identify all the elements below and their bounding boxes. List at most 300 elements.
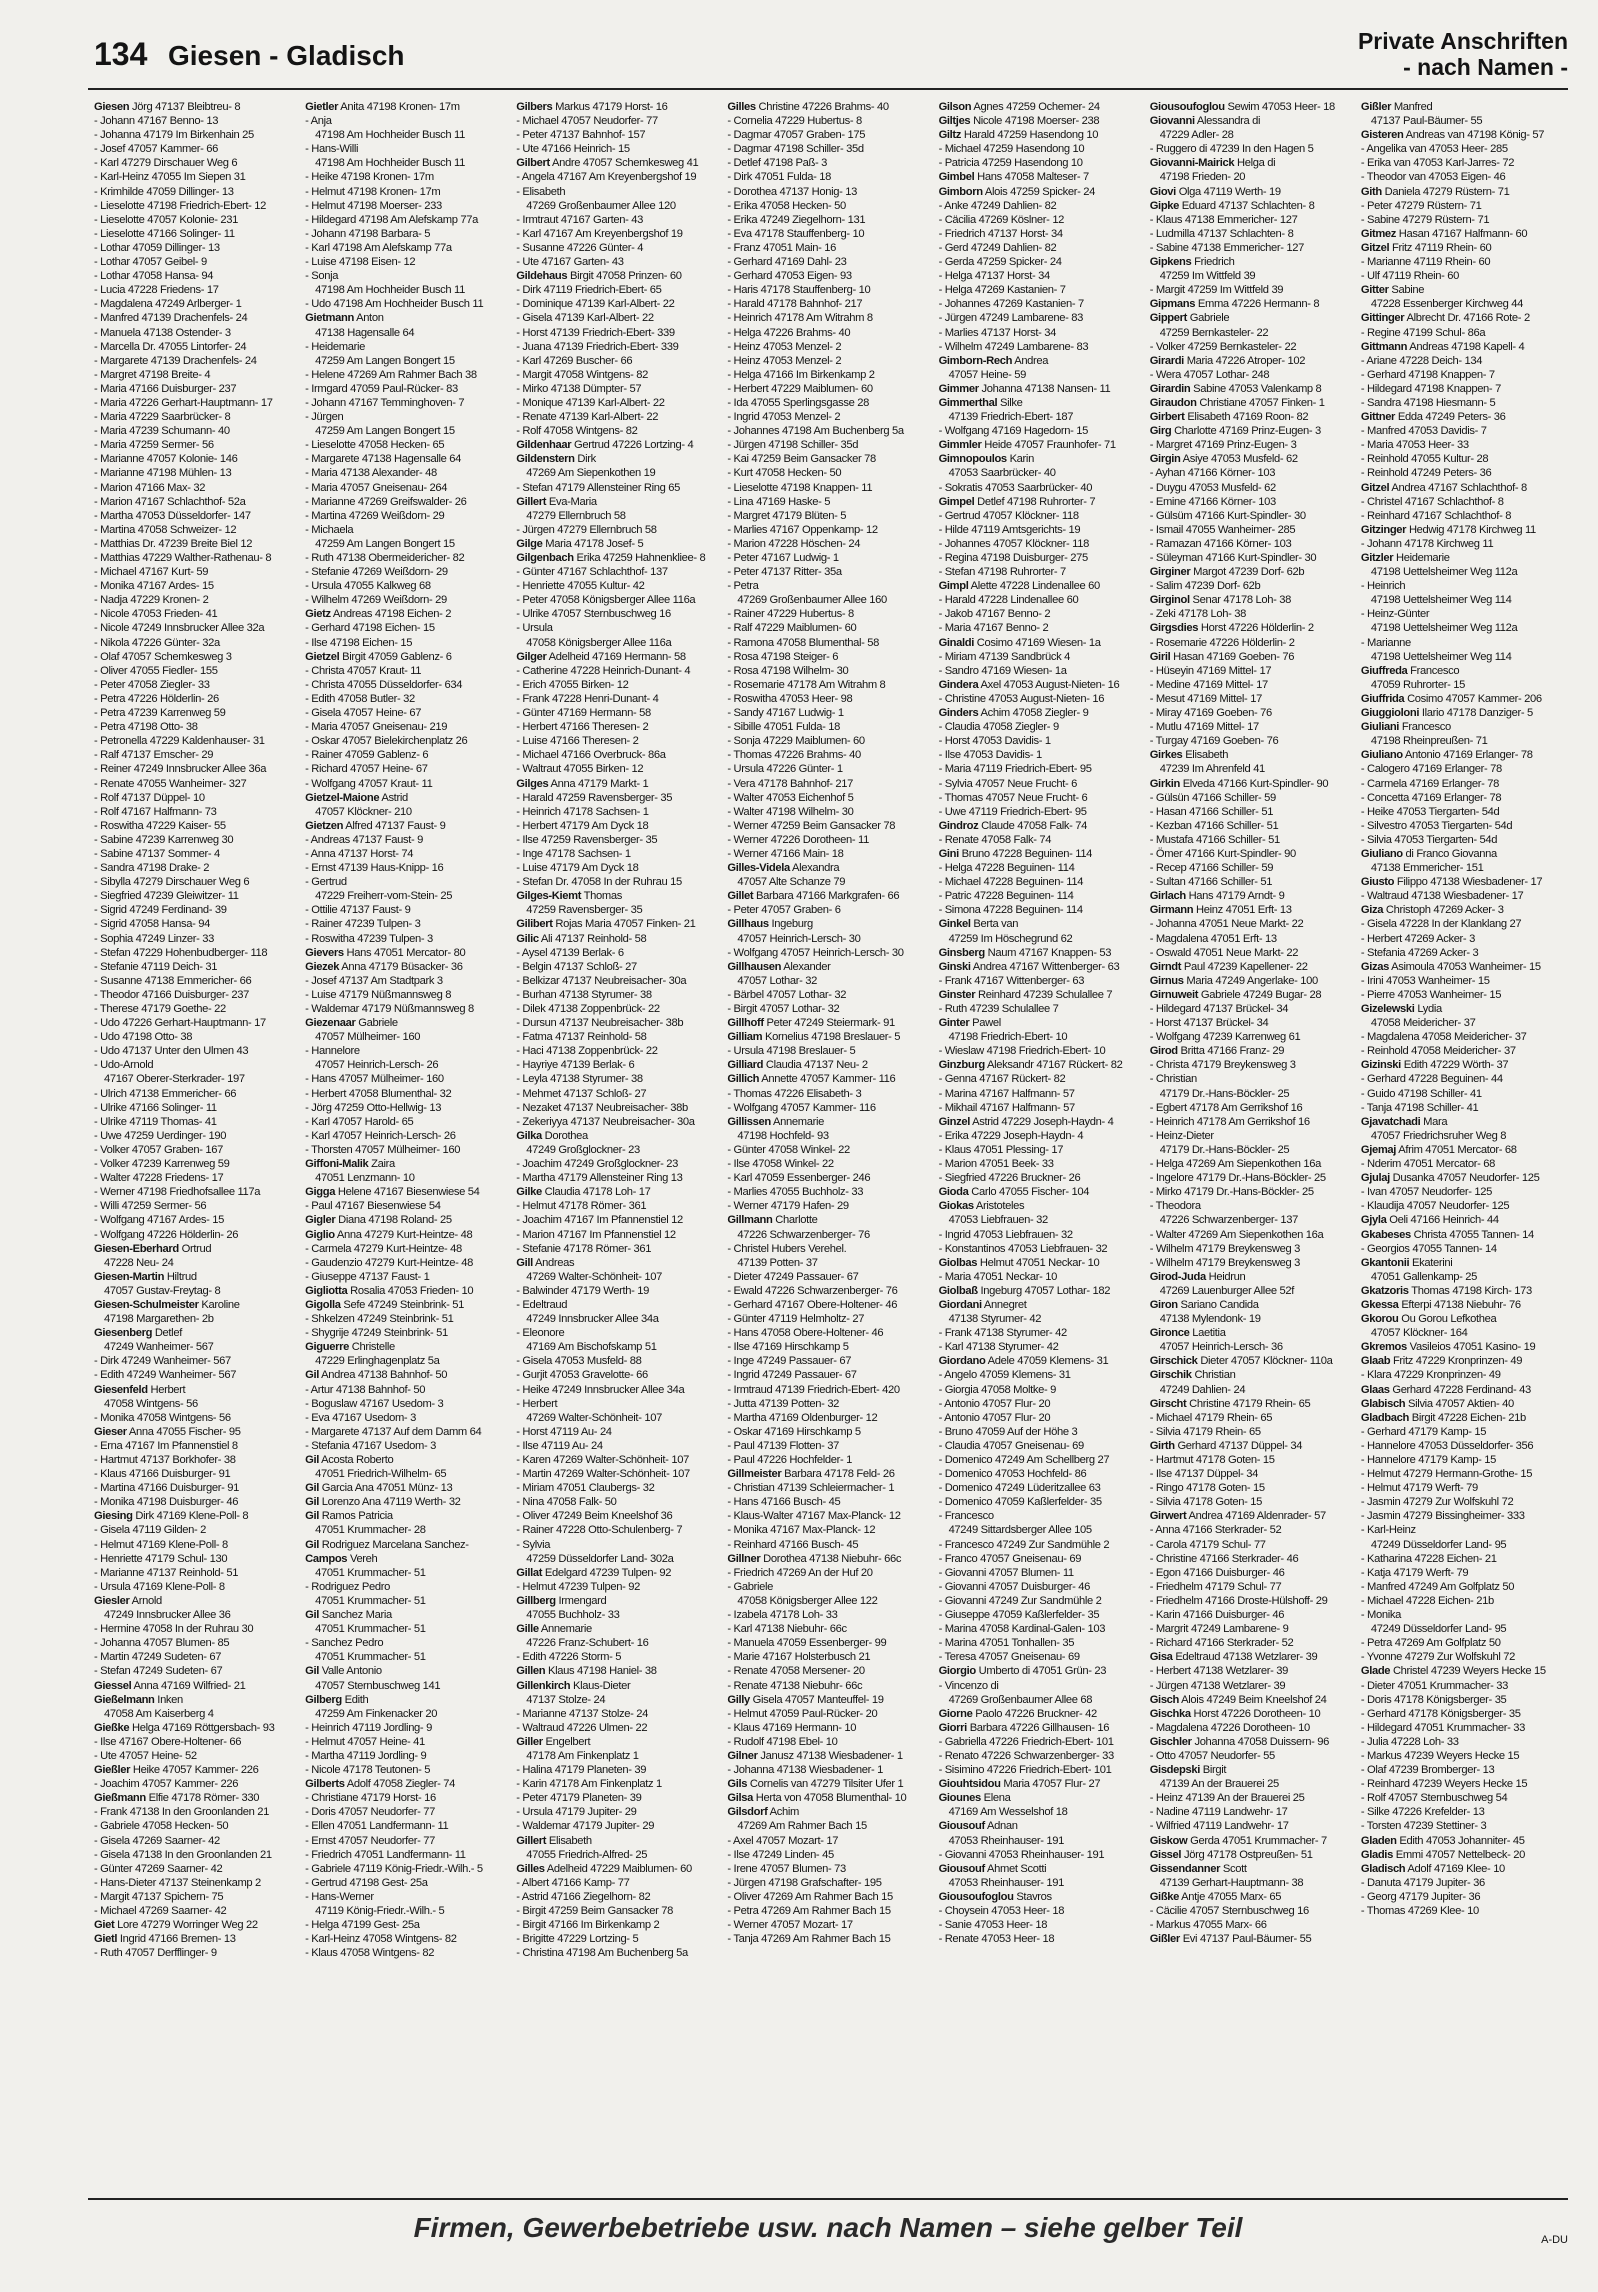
directory-entry: Gisa Edeltraud 47138 Wetzlarer- 39	[1149, 1651, 1318, 1664]
directory-entry: - Lieselotte 47166 Solinger- 11	[94, 227, 235, 240]
directory-entry: Gillert Elisabeth	[516, 1834, 592, 1847]
directory-entry: - Heinrich 47119 Jordling- 9	[305, 1721, 432, 1734]
directory-entry: 47179 Dr.-Hans-Böckler- 25	[1159, 1087, 1290, 1100]
directory-entry: - Erich 47055 Birken- 12	[516, 678, 629, 691]
directory-entry: - Ringo 47178 Goten- 15	[1149, 1482, 1265, 1495]
surname: Gillhaus	[727, 918, 769, 931]
surname: Giorri	[938, 1721, 967, 1734]
directory-entry: - Artur 47138 Bahnhof- 50	[305, 1383, 426, 1396]
directory-entry: - Hans-Dieter 47137 Steinenkamp 2	[94, 1876, 261, 1889]
surname: Ginders	[938, 707, 979, 720]
surname: Gimnopoulos	[938, 453, 1007, 466]
directory-entry: - Krimhilde 47059 Dillinger- 13	[94, 185, 234, 198]
directory-entry: - Ursula 47226 Günter- 1	[727, 763, 843, 776]
directory-entry: Gilner Janusz 47138 Wiesbadener- 1	[727, 1749, 903, 1762]
directory-entry: - Edith 47226 Storm- 5	[516, 1651, 622, 1664]
directory-entry: - Ulrike 47119 Thomas- 41	[94, 1115, 217, 1128]
directory-entry: Gitzler Heidemarie	[1360, 552, 1450, 564]
surname: Giousoufoglou	[938, 1890, 1014, 1903]
directory-entry: Gkremos Vasileios 47051 Kasino- 19	[1360, 1341, 1536, 1354]
directory-entry: - Gülsüm 47166 Kurt-Spindler- 30	[1149, 509, 1306, 522]
directory-entry: - Leyla 47138 Styrumer- 38	[516, 1073, 643, 1086]
directory-entry: 47249 Innsbrucker Allee 36	[104, 1609, 231, 1622]
directory-entry: - Michael 47228 Eichen- 21b	[1360, 1594, 1494, 1607]
directory-entry: - Choysein 47053 Heer- 18	[938, 1905, 1065, 1917]
directory-entry: - Helga 47269 Am Siepenkothen 16a	[1149, 1158, 1322, 1171]
directory-entry: Gitzel Andrea 47167 Schlachthof- 8	[1360, 481, 1527, 494]
surname: Gießler	[94, 1764, 131, 1777]
directory-entry: - Renate 47058 Mersener- 20	[727, 1665, 865, 1678]
directory-entry: - Sophia 47249 Linzer- 33	[94, 932, 214, 945]
directory-entry: - Rosa 47198 Wilhelm- 30	[727, 664, 849, 677]
directory-entry: Gietmann Anton	[305, 312, 384, 325]
directory-entry: - Walter 47228 Friedens- 17	[94, 1172, 224, 1185]
directory-entry: - Michael 47269 Saarner- 42	[94, 1905, 227, 1917]
surname: Gladisch	[1360, 1862, 1406, 1875]
directory-entry: Gizelewski Lydia	[1360, 1003, 1442, 1015]
directory-entry: - Rainer 47239 Tulpen- 3	[305, 918, 421, 931]
directory-entry: Gimmer Johanna 47138 Nansen- 11	[938, 382, 1111, 395]
surname: Giesen	[94, 101, 130, 113]
directory-entry: 47198 Am Hochheider Busch 11	[315, 157, 465, 170]
directory-entry: Giolbas Helmut 47051 Neckar- 10	[938, 1256, 1100, 1269]
directory-entry: - Miriam 47139 Sandbrück 4	[938, 650, 1070, 663]
directory-entry: - Eva 47178 Stauffenberg- 10	[727, 227, 865, 240]
directory-entry: - Gisela 47138 In den Groonlanden 21	[94, 1848, 272, 1861]
directory-entry: - Gülsün 47166 Schiller- 59	[1149, 791, 1276, 804]
directory-entry: - Reinhard 47166 Busch- 45	[727, 1538, 859, 1551]
directory-entry: Gietz Andreas 47198 Eichen- 2	[305, 608, 452, 621]
directory-entry: - Marion 47228 Höschen- 24	[727, 537, 861, 550]
directory-entry: - Günter 47119 Helmholtz- 27	[727, 1313, 865, 1326]
directory-column	[94, 100, 297, 2190]
directory-entry: - Hans 47057 Mülheimer- 160	[305, 1073, 444, 1086]
surname: Gkatzoris	[1360, 1284, 1409, 1297]
directory-entry: - Sibylla 47279 Dirschauer Weg 6	[94, 876, 250, 889]
surname: Gilliard	[727, 1059, 764, 1072]
directory-entry: - Anna 47166 Sterkrader- 52	[1149, 1524, 1282, 1537]
directory-entry: - Uwe 47119 Friedrich-Ebert- 95	[938, 805, 1087, 818]
surname: Gietl	[94, 1933, 118, 1946]
directory-entry: - Renate 47053 Heer- 18	[938, 1933, 1055, 1946]
directory-entry: 47053 Saarbrücker- 40	[948, 467, 1056, 480]
directory-entry: Girardi Maria 47226 Atroper- 102	[1149, 354, 1306, 367]
directory-entry: Gisdepski Birgit	[1149, 1764, 1227, 1777]
directory-entry: - Gerhard 47198 Knappen- 7	[1360, 368, 1495, 381]
directory-entry: - Helmut 47178 Römer- 361	[516, 1200, 647, 1213]
surname: Gindroz	[938, 819, 979, 832]
directory-entry: - Nikola 47226 Günter- 32a	[94, 636, 220, 649]
directory-entry: Gilson Agnes 47259 Ochemer- 24	[938, 101, 1100, 113]
directory-entry: - Ilse 47198 Eichen- 15	[305, 636, 413, 649]
surname: Giller	[516, 1735, 543, 1748]
directory-entry: - Stefan Dr. 47058 In der Ruhrau 15	[516, 876, 682, 889]
directory-entry: - Izabela 47178 Loh- 33	[727, 1609, 838, 1622]
directory-entry: - Ilse 47249 Linden- 45	[727, 1848, 834, 1861]
surname: Giezenaar	[305, 1017, 356, 1030]
directory-entry: - Ulrich 47138 Emmericher- 66	[94, 1087, 237, 1100]
directory-entry: - Margret 47169 Prinz-Eugen- 3	[1149, 439, 1297, 452]
directory-entry: - Anke 47249 Dahlien- 82	[938, 199, 1057, 212]
directory-entry: Gilliam Kornelius 47198 Breslauer- 5	[727, 1031, 901, 1044]
directory-entry: 47198 Rheinpreußen- 71	[1370, 735, 1488, 748]
surname: Giril	[1149, 650, 1171, 663]
surname: Giet	[94, 1919, 115, 1932]
directory-entry: - Maria 47226 Gerhart-Hauptmann- 17	[94, 396, 273, 409]
directory-entry: Giokas Aristoteles	[938, 1200, 1025, 1213]
directory-entry: - Giuseppe 47137 Faust- 1	[305, 1270, 430, 1283]
directory-entry: - Martina 47166 Duisburger- 91	[94, 1482, 239, 1495]
directory-entry: 47169 Am Bischofskamp 51	[526, 1341, 657, 1354]
directory-entry: - Tanja 47269 Am Rahmer Bach 15	[727, 1933, 891, 1946]
directory-entry: - Sylvia	[516, 1538, 551, 1551]
directory-entry: - Maria 47053 Heer- 33	[1360, 439, 1469, 452]
directory-entry: - Michaela	[305, 523, 354, 536]
directory-entry: - Giovanni 47249 Zur Sandmühle 2	[938, 1594, 1102, 1607]
directory-entry: - Monika 47058 Wintgens- 56	[94, 1411, 231, 1424]
directory-entry: - Marion 47051 Beek- 33	[938, 1158, 1054, 1171]
directory-entry: - Christa 47057 Kraut- 11	[305, 664, 422, 677]
directory-entry: Gironce Laetitia	[1149, 1327, 1226, 1340]
directory-entry: Gilsa Herta von 47058 Blumenthal- 10	[727, 1792, 907, 1805]
directory-entry: Giovanni Alessandra di	[1149, 115, 1261, 128]
surname: Gilberts	[305, 1778, 345, 1791]
directory-entry: Gigler Diana 47198 Roland- 25	[305, 1214, 452, 1227]
directory-entry: Gitter Sabine	[1360, 284, 1425, 297]
directory-entry: - Heike 47053 Tiergarten- 54d	[1360, 805, 1500, 818]
surname: Gjulaj	[1360, 1172, 1390, 1185]
directory-entry: 47259 Am Finkenacker 20	[315, 1707, 438, 1720]
directory-entry: - Astrid 47166 Ziegelhorn- 82	[516, 1890, 651, 1903]
directory-entry: - Belkizar 47137 Neubreisacher- 30a	[516, 974, 687, 987]
surname: Gießke	[94, 1721, 130, 1734]
directory-entry: - Renate 47055 Wanheimer- 327	[94, 777, 247, 790]
directory-entry: - Francesco 47249 Zur Sandmühle 2	[938, 1538, 1110, 1551]
directory-entry: - Martha 47053 Düsseldorfer- 147	[94, 509, 251, 522]
directory-entry: - Patric 47228 Beguinen- 114	[938, 890, 1074, 903]
directory-entry: - Marion 47166 Max- 32	[94, 481, 206, 494]
directory-entry: Gillat Edelgard 47239 Tulpen- 92	[516, 1566, 672, 1579]
directory-entry: - Gerd 47249 Dahlien- 82	[938, 241, 1057, 254]
directory-entry: - Friedhelm 47166 Droste-Hülshoff- 29	[1149, 1594, 1328, 1607]
directory-entry: - Giorgia 47058 Moltke- 9	[938, 1383, 1057, 1396]
directory-entry: - Stefania 47269 Acker- 3	[1360, 946, 1479, 959]
directory-entry: 47051 Gallenkamp- 25	[1370, 1270, 1478, 1283]
directory-entry: - Markus 47055 Marx- 66	[1149, 1919, 1267, 1932]
directory-entry: Gillissen Annemarie	[727, 1115, 825, 1128]
directory-entry: - Ilse 47169 Hirschkamp 5	[727, 1341, 849, 1354]
surname: Gimmler	[938, 439, 982, 452]
directory-entry: - Uwe 47259 Uerdinger- 190	[94, 1129, 227, 1142]
directory-entry: - Bruno 47059 Auf der Höhe 3	[938, 1425, 1078, 1438]
directory-entry: - Renato 47226 Schwarzenberger- 33	[938, 1749, 1114, 1762]
directory-entry: - Petra 47239 Karrenweg 59	[94, 707, 226, 720]
surname: Gigolla	[305, 1298, 341, 1311]
directory-entry: - Gisela 47139 Karl-Albert- 22	[516, 312, 654, 325]
directory-entry: - Gerda 47259 Spicker- 24	[938, 256, 1062, 269]
directory-entry: - Wilhelm 47179 Breykensweg 3	[1149, 1242, 1300, 1255]
directory-entry: - Ursula 47198 Breslauer- 5	[727, 1045, 856, 1058]
directory-entry: - Wolfgang 47239 Karrenweg 61	[1149, 1031, 1301, 1044]
directory-entry: Gillenkirch Klaus-Dieter	[516, 1679, 631, 1692]
directory-entry: - Gisela 47269 Saarner- 42	[94, 1834, 220, 1847]
directory-entry: - Stefanie 47119 Deich- 31	[94, 960, 218, 973]
directory-entry: - Jürgen 47198 Schiller- 35d	[727, 439, 859, 452]
directory-entry: Gietzel Birgit 47059 Gablenz- 6	[305, 650, 452, 663]
directory-entry: - Ida 47055 Sperlingsgasse 28	[727, 396, 870, 409]
directory-entry: - Reinhold 47055 Kultur- 28	[1360, 453, 1489, 466]
directory-entry: - Hayriye 47139 Berlak- 6	[516, 1059, 635, 1072]
directory-entry: - Fatma 47137 Reinhold- 58	[516, 1031, 647, 1044]
directory-entry: - Andreas 47137 Faust- 9	[305, 833, 423, 846]
directory-entry: - Nadja 47229 Kronen- 2	[94, 594, 209, 607]
directory-entry: - Olaf 47239 Bromberger- 13	[1360, 1764, 1495, 1777]
directory-entry: 47198 Uettelsheimer Weg 112a	[1370, 566, 1518, 579]
directory-entry: - Eleonore	[516, 1327, 565, 1340]
surname: Gkremos	[1360, 1341, 1407, 1354]
surname: Girginer	[1149, 566, 1191, 579]
directory-entry: - Antonio 47057 Flur- 20	[938, 1411, 1051, 1424]
directory-entry: - Waldemar 47179 Nüßmannsweg 8	[305, 1003, 474, 1015]
directory-entry: - Dursun 47137 Neubreisacher- 38b	[516, 1017, 684, 1030]
surname: Gillner	[727, 1552, 761, 1565]
directory-entry: - Emine 47166 Körner- 103	[1149, 495, 1276, 508]
directory-entry: - Dominique 47139 Karl-Albert- 22	[516, 298, 675, 311]
directory-entry: 47055 Friedrich-Alfred- 25	[526, 1848, 648, 1861]
directory-entry: - Burhan 47138 Styrumer- 38	[516, 988, 652, 1001]
directory-entry: - Jürgen 47279 Ellernbruch 58	[516, 523, 657, 536]
directory-entry: - Calogero 47169 Erlanger- 78	[1360, 763, 1502, 776]
directory-entry: 47198 Frieden- 20	[1159, 171, 1246, 184]
directory-entry: Gindroz Claude 47058 Falk- 74	[938, 819, 1087, 832]
directory-entry: - Nezaket 47137 Neubreisacher- 38b	[516, 1101, 688, 1114]
surname: Gilner	[727, 1749, 758, 1762]
surname: Gildenstern	[516, 453, 575, 466]
directory-entry: Giuffrida Cosimo 47057 Kammer- 206	[1360, 692, 1542, 705]
directory-entry: - Herbert 47058 Blumenthal- 32	[305, 1087, 452, 1100]
directory-entry: Giorgio Umberto di 47051 Grün- 23	[938, 1665, 1107, 1678]
directory-entry: - Egon 47166 Duisburger- 46	[1149, 1566, 1285, 1579]
surname: Giovi	[1149, 185, 1176, 198]
directory-entry: - Walter 47269 Am Siepenkothen 16a	[1149, 1228, 1324, 1241]
directory-entry: - Christa 47179 Breykensweg 3	[1149, 1059, 1296, 1072]
directory-entry: - Karl-Heinz 47058 Wintgens- 82	[305, 1933, 457, 1946]
directory-entry: - Lieselotte 47057 Kolonie- 231	[94, 213, 239, 226]
surname: Girschick	[1149, 1355, 1198, 1368]
directory-entry: - Günter 47167 Schlachthof- 137	[516, 566, 668, 579]
directory-entry: - Sylvia 47057 Neue Frucht- 6	[938, 777, 1078, 790]
directory-entry: - Werner 47198 Friedhofsallee 117a	[94, 1186, 261, 1199]
directory-entry: - Helmut 47198 Moerser- 233	[305, 199, 442, 212]
directory-entry: Giuggioloni Ilario 47178 Danziger- 5	[1360, 707, 1533, 720]
directory-entry: - Herbert 47166 Theresen- 2	[516, 721, 649, 734]
directory-entry: - Oskar 47169 Hirschkamp 5	[727, 1425, 861, 1438]
directory-entry: - Edeltraud	[516, 1298, 568, 1311]
directory-entry: 47138 Styrumer- 42	[948, 1313, 1042, 1326]
directory-entry: - Ulrike 47166 Solinger- 11	[94, 1101, 217, 1114]
directory-entry: - Petra 47198 Otto- 38	[94, 721, 198, 734]
name-range: Giesen - Gladisch	[168, 40, 405, 71]
directory-entry: - Karl 47138 Styrumer- 42	[938, 1341, 1059, 1354]
directory-entry: - Christel 47167 Schlachthof- 8	[1360, 495, 1504, 508]
directory-entry: Girlach Hans 47179 Arndt- 9	[1149, 890, 1285, 903]
directory-entry: - Silvia 47179 Rhein- 65	[1149, 1425, 1261, 1438]
directory-entry: - Danuta 47179 Jupiter- 36	[1360, 1876, 1485, 1889]
directory-entry: - Ömer 47166 Kurt-Spindler- 90	[1149, 847, 1296, 860]
directory-entry: - Franz 47051 Main- 16	[727, 241, 837, 254]
directory-entry: - Angela 47167 Am Kreyenbergshof 19	[516, 171, 697, 184]
directory-entry: Gladisch Adolf 47169 Klee- 10	[1360, 1862, 1505, 1875]
directory-entry: - Jürgen	[305, 411, 344, 424]
directory-entry: - Cäcilia 47269 Köslner- 12	[938, 213, 1065, 226]
directory-entry: - Dagmar 47057 Graben- 175	[727, 129, 866, 142]
directory-entry: - Ewald 47226 Schwarzenberger- 76	[727, 1284, 898, 1297]
directory-entry: - Ralf 47137 Emscher- 29	[94, 749, 214, 762]
directory-entry: Gil Valle Antonio	[305, 1665, 382, 1678]
surname: Gil	[305, 1496, 320, 1509]
directory-entry: - Helmut 47239 Tulpen- 92	[516, 1580, 640, 1593]
directory-entry: Gladen Edith 47053 Johanniter- 45	[1360, 1834, 1525, 1847]
directory-entry: Girginer Margot 47239 Dorf- 62b	[1149, 566, 1305, 579]
directory-entry: - Manuela 47059 Essenberger- 99	[727, 1637, 887, 1650]
surname: Ginzel	[938, 1115, 971, 1128]
directory-entry: - Manfred 47249 Am Golfplatz 50	[1360, 1580, 1515, 1593]
surname: Gillhoff	[727, 1017, 764, 1030]
directory-entry: Giuliani Francesco	[1360, 721, 1451, 734]
surname: Gitmez	[1360, 227, 1397, 240]
directory-entry: - Ilse 47119 Au- 24	[516, 1439, 603, 1452]
directory-entry: - Hans 47058 Obere-Holtener- 46	[727, 1327, 884, 1340]
directory-entry: - Hannelore	[305, 1045, 360, 1058]
surname: Gischka	[1149, 1707, 1191, 1720]
directory-entry: - Duygu 47053 Musfeld- 62	[1149, 481, 1276, 494]
directory-entry: - Nicole 47053 Frieden- 41	[94, 608, 218, 621]
directory-entry: - Oliver 47055 Fiedler- 155	[94, 664, 218, 677]
surname: Girschik	[1149, 1369, 1192, 1382]
directory-entry: - Giovanni 47053 Rheinhauser- 191	[938, 1848, 1105, 1861]
directory-entry: Gilic Ali 47137 Reinhold- 58	[516, 932, 647, 945]
surname: Gigler	[305, 1214, 336, 1227]
directory-entry: - Lothar 47059 Dillinger- 13	[94, 241, 220, 254]
directory-entry: - Ulf 47119 Rhein- 60	[1360, 270, 1460, 283]
directory-entry: - Margarete 47137 Auf dem Damm 64	[305, 1425, 482, 1438]
directory-entry: - Gabriele 47058 Hecken- 50	[94, 1820, 229, 1833]
directory-entry: - Gerhard 47198 Eichen- 15	[305, 622, 435, 635]
directory-entry: 47259 Düsseldorfer Land- 302a	[526, 1552, 674, 1565]
directory-entry: 47058 Königsberger Allee 116a	[526, 636, 672, 649]
surname: Ginzburg	[938, 1059, 985, 1072]
directory-entry: Giezek Anna 47179 Büsacker- 36	[305, 960, 463, 973]
directory-entry: - Stefan 47229 Hohenbudberger- 118	[94, 946, 268, 959]
directory-entry: - Werner 47226 Dorotheen- 11	[727, 833, 869, 846]
directory-entry: - Hermine 47058 In der Ruhrau 30	[94, 1623, 254, 1636]
directory-entry: - Catherine 47228 Heinrich-Dunant- 4	[516, 664, 691, 677]
directory-entry: - Mikhail 47167 Halfmann- 57	[938, 1101, 1075, 1114]
directory-entry: 47053 Rheinhauser- 191	[948, 1876, 1065, 1889]
directory-entry: 47259 Am Langen Bongert 15	[315, 425, 455, 438]
surname: Gimbel	[938, 171, 975, 184]
surname: Giuffrida	[1360, 692, 1405, 705]
directory-entry: - Reinhard 47239 Weyers Hecke 15	[1360, 1778, 1528, 1791]
directory-entry: Gipke Eduard 47137 Schlachten- 8	[1149, 199, 1315, 212]
directory-entry: - Inge 47178 Sachsen- 1	[516, 847, 631, 860]
directory-entry: - Werner 47259 Beim Gansacker 78	[727, 819, 896, 832]
directory-entry: - Werner 47166 Main- 18	[727, 847, 844, 860]
directory-entry: - Ute 47057 Heine- 52	[94, 1749, 197, 1762]
directory-entry: - Hannelore 47053 Düsseldorfer- 356	[1360, 1439, 1534, 1452]
surname: Giesen-Eberhard	[94, 1242, 179, 1255]
directory-entry: - Ingrid 47249 Passauer- 67	[727, 1369, 857, 1382]
directory-entry: - Mehmet 47137 Schloß- 27	[516, 1087, 647, 1100]
directory-entry: - Klaus 47169 Hermann- 10	[727, 1721, 857, 1734]
directory-entry: - Maria 47119 Friedrich-Ebert- 95	[938, 763, 1092, 776]
directory-entry: - Helga 47228 Beguinen- 114	[938, 862, 1075, 875]
surname: Gittinger	[1360, 312, 1405, 325]
directory-entry: Gkorou Ou Gorou Lefkothea	[1360, 1313, 1497, 1326]
directory-entry: - Doris 47057 Neudorfer- 77	[305, 1806, 435, 1819]
directory-entry: Gilibert Rojas Maria 47057 Finken- 21	[516, 918, 696, 931]
directory-entry: - Siegfried 47226 Bruckner- 26	[938, 1172, 1081, 1185]
surname: Gilibert	[516, 918, 553, 931]
directory-entry: Gilges-Kiemt Thomas	[516, 890, 622, 903]
directory-entry: - Boguslaw 47167 Usedom- 3	[305, 1397, 444, 1410]
section-title-line2: - nach Namen -	[1403, 54, 1568, 80]
directory-entry: Gindera Axel 47053 August-Nieten- 16	[938, 678, 1120, 691]
directory-entry: - Lucia 47228 Friedens- 17	[94, 284, 219, 297]
surname: Ginster	[938, 988, 976, 1001]
directory-entry: Giesler Arnold	[94, 1594, 162, 1607]
surname: Gillberg	[516, 1594, 556, 1607]
directory-entry: - Irmtraud 47139 Friedrich-Ebert- 420	[727, 1383, 900, 1396]
directory-entry: - Peter 47057 Graben- 6	[727, 904, 841, 917]
directory-entry: Gildenhaar Gertrud 47226 Lortzing- 4	[516, 439, 694, 452]
directory-entry: - Volker 47259 Bernkasteler- 22	[1149, 340, 1297, 353]
surname: Gil	[305, 1510, 320, 1523]
directory-entry: Gitmez Hasan 47167 Halfmann- 60	[1360, 227, 1528, 240]
directory-entry: - Marianne 47269 Greifswalder- 26	[305, 495, 467, 508]
directory-column	[516, 100, 719, 2190]
directory-entry: - Jörg 47259 Otto-Hellwig- 13	[305, 1101, 442, 1114]
surname: Gischler	[1149, 1735, 1192, 1748]
directory-entry: - Gerhard 47228 Beguinen- 44	[1360, 1073, 1503, 1086]
surname: Gilbert	[516, 157, 550, 170]
directory-entry: - Anna 47137 Horst- 74	[305, 847, 414, 860]
directory-entry: - Herbert	[516, 1397, 558, 1410]
directory-entry: Gittinger Albrecht Dr. 47166 Rote- 2	[1360, 312, 1530, 325]
directory-entry: - Rainer 47229 Hubertus- 8	[727, 608, 854, 621]
directory-entry: - Angelika van 47053 Heer- 285	[1360, 143, 1508, 156]
surname: Gisdepski	[1149, 1764, 1201, 1777]
directory-entry: - Peter 47058 Königsberger Allee 116a	[516, 594, 696, 607]
directory-entry: - Claudia 47058 Ziegler- 9	[938, 721, 1059, 734]
directory-entry: Giousoufoglou Sewim 47053 Heer- 18	[1149, 101, 1335, 113]
directory-entry: - Recep 47166 Schiller- 59	[1149, 862, 1274, 875]
surname: Giezek	[305, 960, 340, 973]
directory-entry: 47139 Friedrich-Ebert- 187	[948, 411, 1074, 424]
surname: Gisch	[1149, 1693, 1180, 1706]
directory-entry: - Helga 47226 Brahms- 40	[727, 326, 851, 339]
directory-entry: 47119 König-Friedr.-Wilh.- 5	[315, 1905, 445, 1917]
directory-entry: - Horst 47053 Davidis- 1	[938, 735, 1051, 748]
directory-entry: - Joachim 47057 Kammer- 226	[94, 1778, 239, 1791]
directory-entry: - Erika van 47053 Karl-Jarres- 72	[1360, 157, 1515, 170]
directory-entry: Gigliotta Rosalia 47053 Frieden- 10	[305, 1284, 474, 1297]
surname: Giraudon	[1149, 396, 1197, 409]
directory-entry: - Erika 47249 Ziegelhorn- 131	[727, 213, 866, 226]
surname: Gilly	[727, 1693, 750, 1706]
directory-entry: Girginol Senar 47178 Loh- 38	[1149, 594, 1292, 607]
directory-entry: - Guido 47198 Schiller- 41	[1360, 1087, 1482, 1100]
